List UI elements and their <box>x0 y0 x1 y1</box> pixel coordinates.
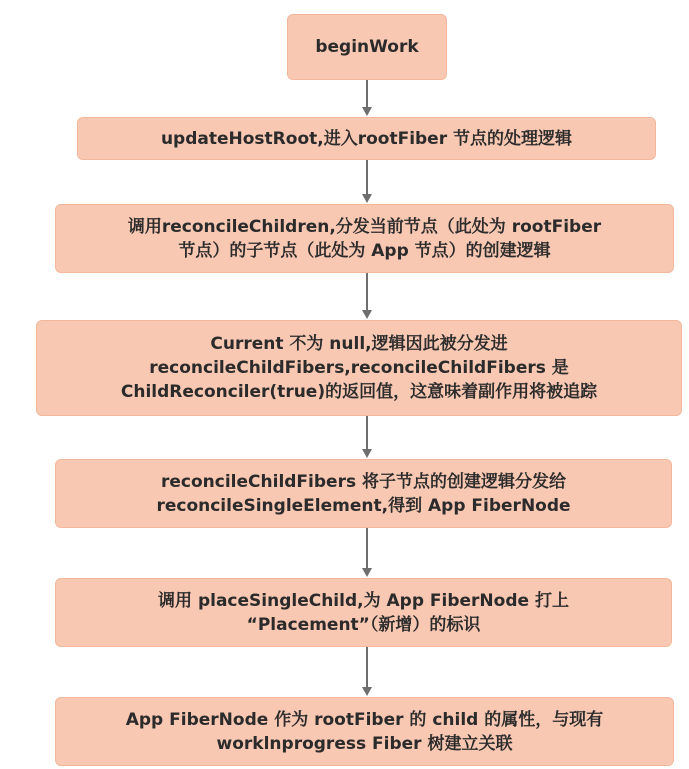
arrow-4 <box>362 416 372 458</box>
step-place-single-child-line-1: 调用 placeSingleChild,为 App FiberNode 打上 <box>158 590 569 611</box>
step-reconcile-child-fibers-dispatch <box>36 320 682 416</box>
arrow-head <box>362 194 372 203</box>
step-update-host-root <box>77 117 656 160</box>
step-reconcile-single-element-line-1: reconcileChildFibers 将子节点的创建逻辑分发给 <box>161 471 566 492</box>
step-reconcile-single-element-line-2: reconcileSingleElement,得到 App FiberNode <box>156 495 571 516</box>
step-reconcile-children-line-1: 调用reconcileChildren,分发当前节点（此处为 rootFiber <box>127 216 602 237</box>
step-associate-work-in-progress-line-1: App FiberNode 作为 rootFiber 的 child 的属性，与现有 <box>125 709 604 730</box>
arrow-6 <box>362 647 372 696</box>
arrow-head <box>362 568 372 577</box>
step-begin-work-line-1: beginWork <box>315 37 419 57</box>
arrow-head <box>362 310 372 319</box>
arrow-head <box>362 687 372 696</box>
arrow-head <box>362 449 372 458</box>
arrow-3 <box>362 273 372 319</box>
step-associate-work-in-progress <box>55 697 674 766</box>
arrow-1 <box>362 80 372 116</box>
step-reconcile-child-fibers-dispatch-line-3: ChildReconciler(true)的返回值，这意味着副作用将被追踪 <box>120 382 598 402</box>
arrow-5 <box>362 528 372 577</box>
step-reconcile-single-element <box>55 459 672 528</box>
step-place-single-child <box>55 578 672 647</box>
step-associate-work-in-progress-line-2: worklnprogress Fiber 树建立关联 <box>216 733 513 754</box>
step-reconcile-children <box>55 204 674 273</box>
step-reconcile-children-line-2: 节点）的子节点（此处为 App 节点）的创建逻辑 <box>178 240 551 261</box>
step-update-host-root-line-1: updateHostRoot,进入rootFiber 节点的处理逻辑 <box>160 128 573 149</box>
step-reconcile-child-fibers-dispatch-line-2: reconcileChildFibers,reconcileChildFibers 是 <box>149 358 569 378</box>
arrow-2 <box>362 160 372 203</box>
step-begin-work <box>287 14 447 80</box>
step-place-single-child-line-2: “Placement”（新增）的标识 <box>246 614 481 635</box>
arrow-head <box>362 107 372 116</box>
step-reconcile-child-fibers-dispatch-line-1: Current 不为 null,逻辑因此被分发进 <box>210 334 508 354</box>
